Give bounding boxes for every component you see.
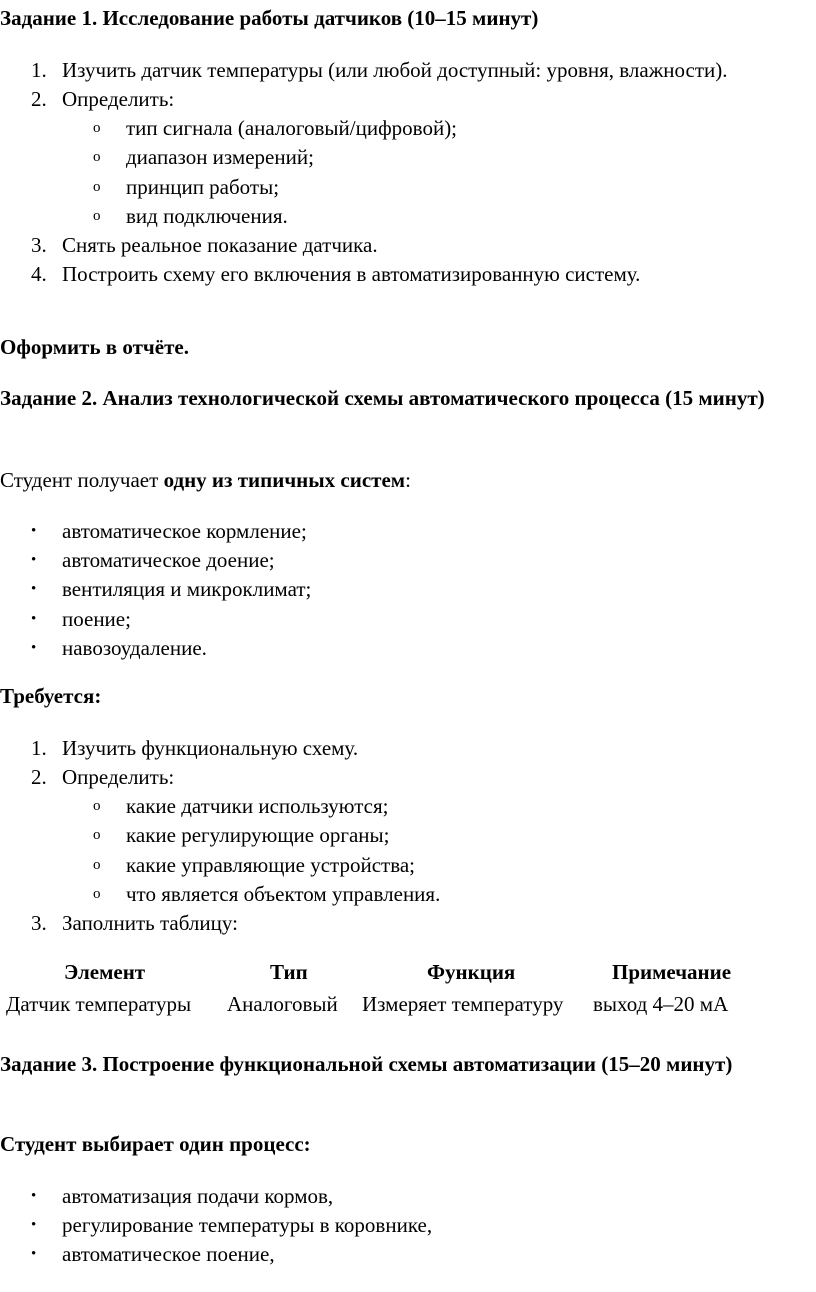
task3-choose-block (0, 1130, 816, 1158)
task1-subitem (0, 143, 816, 172)
task2-steps (0, 734, 816, 938)
list-item-text: автоматическое доение; (62, 548, 275, 573)
circle-bullet-icon: o (93, 178, 101, 195)
list-item (0, 634, 816, 663)
circle-bullet-icon: o (93, 149, 101, 166)
list-item (0, 1240, 816, 1269)
task2-step-1 (0, 734, 816, 763)
task2-subitem (0, 851, 816, 880)
table-cell-element: Датчик температуры (6, 992, 192, 1016)
task2-intro-line (0, 466, 816, 494)
task1-step-2 (0, 85, 816, 114)
list-item (0, 1182, 816, 1211)
table-cell-function: Измеряет температуру (362, 992, 564, 1016)
subitem-text: какие регулирующие органы; (126, 823, 390, 848)
list-item-text: автоматическое кормление; (62, 519, 307, 543)
table-header-note: Примечание (612, 960, 732, 984)
task2-step-3 (0, 909, 816, 938)
task1-steps (0, 56, 816, 289)
bullet-icon: • (31, 1188, 37, 1204)
step-text: Построить схему его включения в автоматизированную систему. (62, 262, 641, 287)
list-item (0, 517, 816, 546)
task1-step-4 (0, 260, 816, 289)
table-header-type: Тип (270, 960, 308, 984)
task1-title: Задание 1. Исследование работы датчиков (10–15 минут) (0, 6, 539, 30)
list-item-text: автоматическое поение, (62, 1242, 275, 1267)
task2-subitem (0, 821, 816, 850)
step-text: Снять реальное показание датчика. (62, 233, 378, 258)
step-number: 1. (31, 736, 47, 760)
task2-subitem (0, 880, 816, 909)
list-item-text: поение; (62, 606, 131, 631)
intro-prefix: Студент получает (0, 468, 164, 492)
table-header-function: Функция (427, 960, 516, 984)
task2-title: Задание 2. Анализ технологической схемы автоматического процесса (15 минут) (0, 386, 765, 410)
step-number: 4. (31, 262, 47, 287)
task2-subitem (0, 792, 816, 821)
step-text: Изучить функциональную схему. (62, 736, 359, 760)
task1-step-1 (0, 56, 742, 85)
step-number: 3. (31, 911, 47, 936)
bullet-icon: • (31, 552, 37, 569)
required-heading: Требуется: (0, 684, 102, 708)
task1-subitem (0, 202, 816, 231)
circle-bullet-icon: o (93, 207, 101, 224)
table-cell-note: выход 4–20 мА (593, 992, 729, 1016)
list-item-text: регулирование температуры в коровнике, (62, 1213, 433, 1238)
report-heading: Оформить в отчёте. (0, 335, 189, 359)
table-header-element: Элемент (64, 960, 146, 984)
step-text: Определить: (62, 87, 175, 111)
task2-step-2 (0, 763, 816, 792)
list-item (0, 605, 816, 634)
task2-title-block (0, 384, 800, 412)
subitem-text: какие датчики используются; (126, 794, 389, 818)
circle-bullet-icon: o (93, 798, 101, 814)
task2-systems-list (0, 517, 816, 663)
task1-title-block (0, 4, 816, 32)
step-number: 1. (31, 58, 47, 82)
step-text: Определить: (62, 765, 175, 789)
circle-bullet-icon: o (93, 827, 101, 844)
step-number: 2. (31, 87, 47, 111)
bullet-icon: • (31, 1246, 37, 1263)
table-cell-type: Аналоговый (227, 992, 338, 1016)
step-number: 2. (31, 765, 47, 789)
intro-suffix: : (405, 468, 411, 492)
task3-title-block (0, 1050, 790, 1078)
task3-choose-heading: Студент выбирает один процесс: (0, 1132, 311, 1156)
required-block (0, 682, 816, 710)
bullet-icon: • (31, 1217, 37, 1234)
list-item-text: автоматизация подачи кормов, (62, 1184, 334, 1208)
subitem-text: вид подключения. (126, 203, 288, 228)
elements-table (0, 960, 816, 1020)
list-item-text: вентиляция и микроклимат; (62, 577, 312, 602)
task1-subitem (0, 173, 816, 202)
bullet-icon: • (31, 523, 37, 539)
task1-step-3 (0, 231, 816, 260)
subitem-text: какие управляющие устройства; (126, 852, 416, 877)
subitem-text: что является объектом управления. (126, 881, 441, 906)
list-item (0, 575, 816, 604)
task3-title: Задание 3. Построение функциональной схемы автоматизации (15–20 минут) (0, 1052, 733, 1076)
report-block (0, 333, 816, 361)
subitem-text: принцип работы; (126, 174, 280, 199)
circle-bullet-icon: o (93, 120, 101, 136)
circle-bullet-icon: o (93, 885, 101, 902)
list-item-text: навозоудаление. (62, 635, 207, 660)
list-item (0, 1211, 816, 1240)
step-text: Заполнить таблицу: (62, 911, 238, 936)
intro-bold: одну из типичных систем (163, 468, 406, 492)
step-text: Изучить датчик температуры (или любой доступный: уровня, влажности). (62, 58, 728, 82)
task2-intro (0, 466, 816, 494)
step-number: 3. (31, 233, 47, 258)
list-item (0, 546, 816, 575)
bullet-icon: • (31, 581, 37, 598)
bullet-icon: • (31, 639, 37, 656)
task3-process-list (0, 1182, 816, 1270)
subitem-text: диапазон измерений; (126, 145, 314, 170)
circle-bullet-icon: o (93, 856, 101, 873)
subitem-text: тип сигнала (аналоговый/цифровой); (126, 116, 458, 140)
task1-subitem (0, 114, 816, 143)
bullet-icon: • (31, 610, 37, 627)
